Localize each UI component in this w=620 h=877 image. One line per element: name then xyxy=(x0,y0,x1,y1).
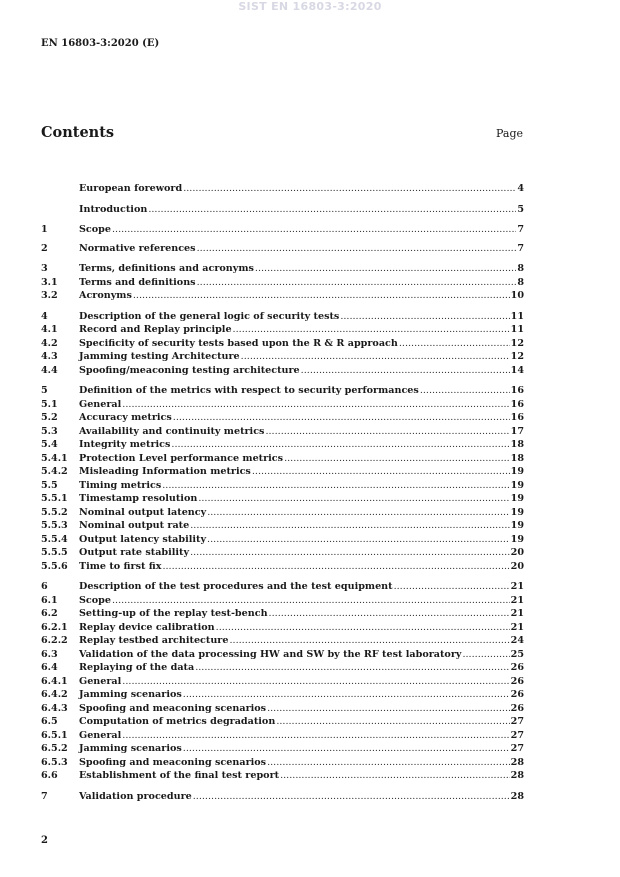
toc-entry[interactable] xyxy=(41,425,524,439)
toc-entry-number: 6.5.3 xyxy=(41,756,68,768)
toc-entry-number: 6.2 xyxy=(41,608,58,619)
toc-dot-leader xyxy=(162,560,509,574)
toc-entry-page: 21 xyxy=(510,594,524,606)
toc-entry-title: Record and Replay principle xyxy=(79,324,232,335)
page-number: 2 xyxy=(41,835,48,846)
toc-entry[interactable] xyxy=(41,323,524,337)
toc-entry[interactable] xyxy=(41,276,524,290)
toc-dot-leader xyxy=(112,223,516,237)
toc-dot-leader xyxy=(183,182,516,196)
toc-entry-title: General xyxy=(79,729,122,741)
toc-entry-page: 12 xyxy=(510,351,524,362)
toc-dot-leader xyxy=(193,790,510,804)
toc-entry[interactable] xyxy=(41,519,524,533)
toc-entry-number: 5.5.2 xyxy=(41,506,68,518)
toc-entry-page: 27 xyxy=(510,743,524,754)
toc-entry-page: 27 xyxy=(510,716,524,727)
toc-entry-number: 5.5.5 xyxy=(41,547,68,558)
toc-entry-title: Protection Level performance metrics xyxy=(79,452,284,464)
toc-entry-number: 6.6 xyxy=(41,770,58,781)
toc-entry-title: Output latency stability xyxy=(79,533,207,545)
toc-dot-leader xyxy=(162,479,509,493)
toc-entry-number: 6.4 xyxy=(41,662,58,673)
toc-entry[interactable] xyxy=(41,661,524,675)
toc-entry-number: 4.4 xyxy=(41,364,58,376)
toc-dot-leader xyxy=(133,289,510,303)
toc-entry[interactable] xyxy=(41,203,524,217)
toc-dot-leader xyxy=(195,661,509,675)
toc-dot-leader xyxy=(122,729,509,743)
toc-entry-title: Spoofing and meaconing scenarios xyxy=(79,756,267,768)
toc-entry-number: 6.5 xyxy=(41,716,58,727)
toc-entry-title: Computation of metrics degradation xyxy=(79,716,276,727)
toc-entry-title: Validation of the data processing HW and SW by the RF test laboratory xyxy=(79,648,462,660)
toc-entry[interactable] xyxy=(41,621,524,635)
toc-entry[interactable] xyxy=(41,242,524,256)
toc-entry[interactable] xyxy=(41,702,524,716)
toc-entry-page: 28 xyxy=(510,770,524,781)
toc-entry[interactable] xyxy=(41,675,524,689)
toc-entry-number: 4.3 xyxy=(41,351,58,362)
toc-entry-page: 19 xyxy=(510,493,524,504)
toc-entry[interactable] xyxy=(41,411,524,425)
toc-entry-number: 6.3 xyxy=(41,648,58,660)
toc-dot-leader xyxy=(148,203,516,217)
toc-entry-number: 5.2 xyxy=(41,412,58,423)
toc-entry-number: 5 xyxy=(41,385,48,396)
toc-entry[interactable] xyxy=(41,560,524,574)
toc-entry-page: 26 xyxy=(510,702,524,714)
toc-dot-leader xyxy=(112,594,510,608)
toc-dot-leader xyxy=(198,492,509,506)
toc-dot-leader xyxy=(267,702,510,716)
toc-entry-page: 26 xyxy=(510,675,524,687)
toc-entry-title: Spoofing/meaconing testing architecture xyxy=(79,364,300,376)
toc-entry-number: 3 xyxy=(41,263,48,274)
toc-entry-title: Replay device calibration xyxy=(79,621,215,633)
toc-entry-page: 8 xyxy=(517,276,524,288)
toc-entry-page: 10 xyxy=(510,290,524,301)
toc-entry-title: Timing metrics xyxy=(79,479,162,491)
toc-dot-leader xyxy=(229,634,509,648)
toc-entry-title: European foreword xyxy=(79,183,183,194)
toc-entry-number: 7 xyxy=(41,790,48,802)
toc-entry-page: 19 xyxy=(510,533,524,545)
toc-entry-title: General xyxy=(79,675,122,687)
toc-entry-page: 19 xyxy=(510,466,524,477)
toc-dot-leader xyxy=(122,675,509,689)
toc-entry-title: Validation procedure xyxy=(79,790,192,802)
toc-entry-number: 6.2.1 xyxy=(41,621,68,633)
toc-entry[interactable] xyxy=(41,182,524,196)
toc-entry[interactable] xyxy=(41,350,524,364)
toc-entry-title: Output rate stability xyxy=(79,547,190,558)
toc-entry[interactable] xyxy=(41,452,524,466)
toc-entry-title: Jamming testing Architecture xyxy=(79,351,240,362)
toc-entry[interactable] xyxy=(41,648,524,662)
toc-entry-number: 3.1 xyxy=(41,276,58,288)
toc-entry-title: Nominal output latency xyxy=(79,506,207,518)
toc-entry[interactable] xyxy=(41,729,524,743)
toc-entry-title: Spoofing and meaconing scenarios xyxy=(79,702,267,714)
toc-entry-page: 16 xyxy=(510,385,524,396)
toc-entry-page: 19 xyxy=(510,506,524,518)
toc-entry-title: Terms and definitions xyxy=(79,276,196,288)
toc-entry-title: Misleading Information metrics xyxy=(79,466,251,477)
toc-entry-page: 7 xyxy=(517,224,524,235)
toc-entry-title: Terms, definitions and acronyms xyxy=(79,263,254,274)
toc-dot-leader xyxy=(190,546,510,560)
toc-entry-page: 5 xyxy=(517,203,524,215)
toc-entry[interactable] xyxy=(41,492,524,506)
toc-entry[interactable] xyxy=(41,580,524,594)
toc-entry-page: 20 xyxy=(510,560,524,572)
toc-dot-leader xyxy=(171,438,509,452)
toc-entry-number: 5.3 xyxy=(41,425,58,437)
watermark-text: SIST EN 16803-3:2020 xyxy=(238,0,382,13)
toc-entry-page: 24 xyxy=(510,635,524,646)
toc-entry-number: 5.4.2 xyxy=(41,466,68,477)
toc-dot-leader xyxy=(252,465,510,479)
toc-entry-number: 5.5.3 xyxy=(41,520,68,531)
toc-entry-number: 5.5.4 xyxy=(41,533,68,545)
toc-entry-number: 6.4.3 xyxy=(41,702,68,714)
toc-entry-title: Scope xyxy=(79,224,111,235)
toc-entry-page: 21 xyxy=(510,608,524,619)
toc-entry-title: Jamming scenarios xyxy=(79,743,182,754)
toc-entry-title: Specificity of security tests based upon the R & R approach xyxy=(79,337,398,349)
toc-entry-page: 7 xyxy=(517,242,524,254)
toc-entry-title: General xyxy=(79,398,122,410)
toc-entry-number: 6.2.2 xyxy=(41,635,68,646)
toc-entry-page: 8 xyxy=(517,263,524,274)
toc-entry[interactable] xyxy=(41,756,524,770)
toc-entry-page: 12 xyxy=(510,337,524,349)
toc-dot-leader xyxy=(284,452,510,466)
toc-dot-leader xyxy=(420,384,510,398)
toc-entry-page: 26 xyxy=(510,689,524,700)
contents-heading: Contents xyxy=(41,124,115,141)
toc-entry[interactable] xyxy=(41,364,524,378)
toc-entry[interactable] xyxy=(41,262,524,276)
toc-entry-number: 4.1 xyxy=(41,324,58,335)
toc-dot-leader xyxy=(216,621,510,635)
toc-dot-leader xyxy=(197,242,517,256)
page-column-label: Page xyxy=(496,127,524,140)
toc-entry-number: 3.2 xyxy=(41,290,58,301)
toc-entry-title: Availability and continuity metrics xyxy=(79,425,265,437)
toc-entry-page: 19 xyxy=(510,520,524,531)
toc-dot-leader xyxy=(122,398,509,412)
toc-entry-number: 5.1 xyxy=(41,398,58,410)
toc-entry-page: 26 xyxy=(510,662,524,673)
toc-entry-page: 16 xyxy=(510,398,524,410)
toc-entry-title: Definition of the metrics with respect to security performances xyxy=(79,385,419,396)
toc-entry-number: 6.1 xyxy=(41,594,58,606)
toc-dot-leader xyxy=(301,364,510,378)
toc-entry-page: 11 xyxy=(510,310,524,322)
toc-dot-leader xyxy=(255,262,516,276)
toc-entry-page: 19 xyxy=(510,479,524,491)
toc-entry[interactable] xyxy=(41,337,524,351)
toc-entry-title: Establishment of the final test report xyxy=(79,770,280,781)
toc-entry-page: 21 xyxy=(510,581,524,592)
toc-entry-number: 2 xyxy=(41,242,48,254)
toc-entry[interactable] xyxy=(41,479,524,493)
toc-entry-title: Jamming scenarios xyxy=(79,689,182,700)
document-id: EN 16803-3:2020 (E) xyxy=(41,38,160,49)
toc-entry[interactable] xyxy=(41,607,524,621)
toc-entry-title: Acronyms xyxy=(79,290,132,301)
toc-entry-number: 5.5.1 xyxy=(41,493,68,504)
toc-entry-page: 4 xyxy=(517,183,524,194)
toc-dot-leader xyxy=(340,310,509,324)
toc-entry[interactable] xyxy=(41,506,524,520)
toc-dot-leader xyxy=(197,276,517,290)
toc-entry-number: 4 xyxy=(41,310,48,322)
toc-entry-page: 11 xyxy=(510,324,524,335)
toc-dot-leader xyxy=(241,350,510,364)
toc-entry-number: 5.5.6 xyxy=(41,560,68,572)
toc-entry[interactable] xyxy=(41,594,524,608)
toc-dot-leader xyxy=(183,742,510,756)
toc-entry-title: Replay testbed architecture xyxy=(79,635,229,646)
toc-entry-page: 25 xyxy=(510,648,524,660)
toc-entry-page: 18 xyxy=(510,452,524,464)
toc-entry-number: 5.4 xyxy=(41,439,58,450)
toc-entry[interactable] xyxy=(41,715,524,729)
toc-entry[interactable] xyxy=(41,310,524,324)
toc-entry[interactable] xyxy=(41,742,524,756)
toc-entry-title: Integrity metrics xyxy=(79,439,171,450)
toc-entry-title: Introduction xyxy=(79,203,148,215)
toc-dot-leader xyxy=(394,580,510,594)
toc-entry[interactable] xyxy=(41,223,524,237)
toc-dot-leader xyxy=(276,715,509,729)
toc-entry-number: 5.4.1 xyxy=(41,452,68,464)
toc-entry[interactable] xyxy=(41,289,524,303)
toc-dot-leader xyxy=(233,323,510,337)
toc-entry[interactable] xyxy=(41,546,524,560)
toc-entry[interactable] xyxy=(41,790,524,804)
toc-entry[interactable] xyxy=(41,634,524,648)
toc-entry-number: 5.5 xyxy=(41,479,58,491)
toc-entry-page: 17 xyxy=(510,425,524,437)
toc-entry-number: 6.5.2 xyxy=(41,743,68,754)
toc-dot-leader xyxy=(280,769,510,783)
toc-dot-leader xyxy=(265,425,509,439)
toc-entry[interactable] xyxy=(41,533,524,547)
toc-entry-number: 6 xyxy=(41,581,48,592)
toc-dot-leader xyxy=(207,506,509,520)
toc-entry[interactable] xyxy=(41,438,524,452)
toc-entry-page: 16 xyxy=(510,412,524,423)
toc-entry[interactable] xyxy=(41,384,524,398)
toc-entry-title: Nominal output rate xyxy=(79,520,190,531)
toc-entry-number: 4.2 xyxy=(41,337,58,349)
toc-entry-page: 28 xyxy=(510,790,524,802)
toc-entry-number: 1 xyxy=(41,224,48,235)
toc-entry[interactable] xyxy=(41,688,524,702)
toc-dot-leader xyxy=(173,411,510,425)
toc-entry-page: 14 xyxy=(510,364,524,376)
toc-dot-leader xyxy=(269,607,510,621)
toc-dot-leader xyxy=(462,648,509,662)
toc-entry-page: 27 xyxy=(510,729,524,741)
toc-entry-title: Setting-up of the replay test-bench xyxy=(79,608,268,619)
toc-entry-title: Timestamp resolution xyxy=(79,493,198,504)
toc-entry-title: Scope xyxy=(79,594,111,606)
toc-dot-leader xyxy=(183,688,510,702)
toc-dot-leader xyxy=(267,756,510,770)
toc-dot-leader xyxy=(190,519,509,533)
toc-entry-title: Replaying of the data xyxy=(79,662,195,673)
toc-dot-leader xyxy=(207,533,510,547)
toc-entry-title: Description of the general logic of security tests xyxy=(79,310,340,322)
toc-entry-page: 28 xyxy=(510,756,524,768)
toc-entry-number: 6.4.2 xyxy=(41,689,68,700)
toc-entry-number: 6.5.1 xyxy=(41,729,68,741)
toc-entry-title: Normative references xyxy=(79,242,196,254)
toc-entry-page: 20 xyxy=(510,547,524,558)
toc-entry-title: Description of the test procedures and the test equipment xyxy=(79,581,393,592)
table-of-contents xyxy=(41,182,524,803)
toc-entry[interactable] xyxy=(41,465,524,479)
toc-entry-page: 21 xyxy=(510,621,524,633)
toc-entry-title: Accuracy metrics xyxy=(79,412,172,423)
toc-dot-leader xyxy=(399,337,510,351)
toc-entry-number: 6.4.1 xyxy=(41,675,68,687)
toc-entry-page: 18 xyxy=(510,439,524,450)
toc-entry[interactable] xyxy=(41,398,524,412)
toc-entry-title: Time to first fix xyxy=(79,560,162,572)
toc-entry[interactable] xyxy=(41,769,524,783)
